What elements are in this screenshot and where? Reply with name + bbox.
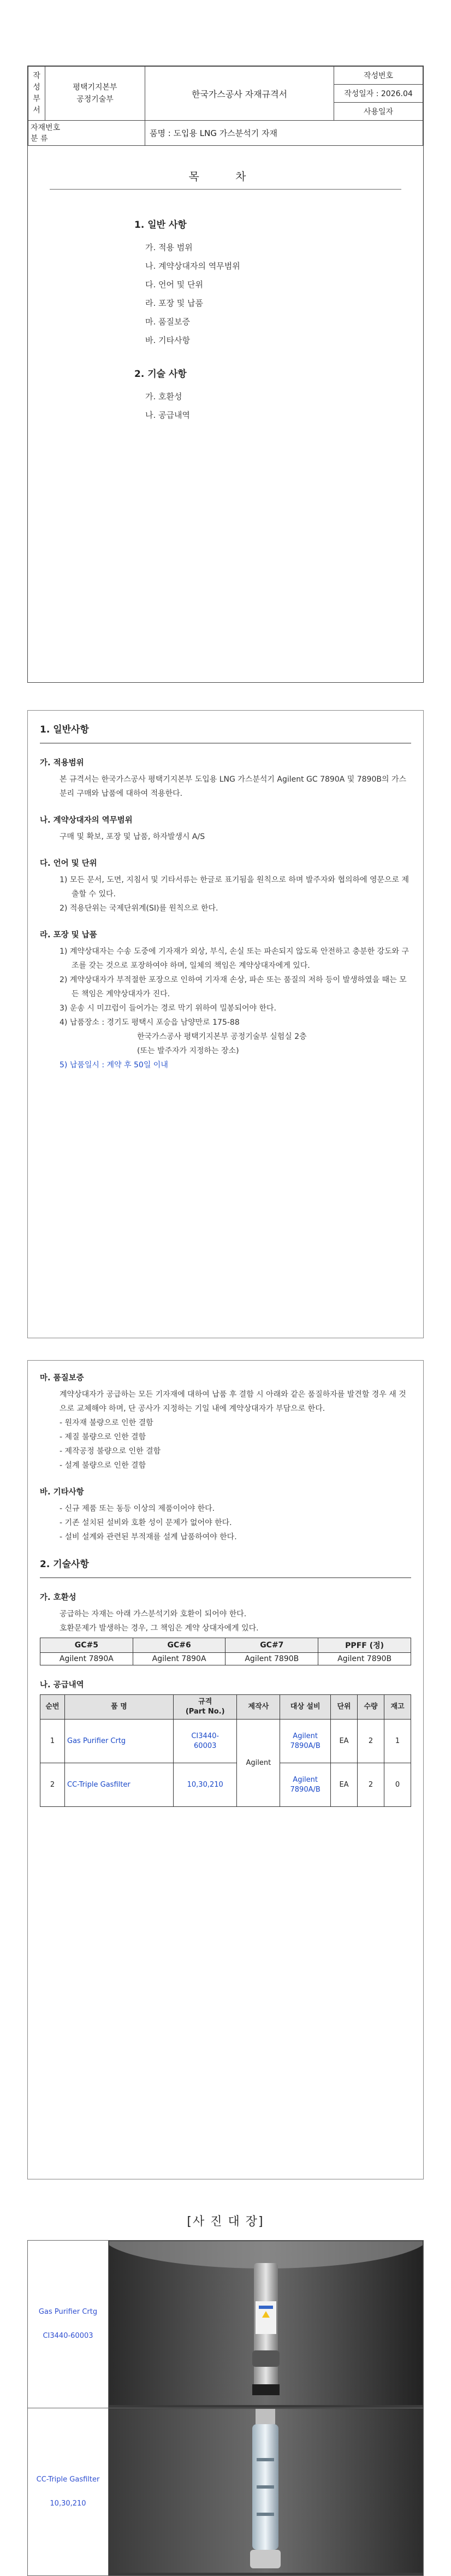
- toc-title: 목 차: [50, 168, 401, 190]
- general-page: [27, 710, 424, 1338]
- photo-table: [27, 2240, 424, 2576]
- toc-item: 가. 호환성: [145, 392, 182, 401]
- supply-header: 수량: [358, 1695, 384, 1720]
- compat-header: PPFF (정): [318, 1638, 411, 1653]
- language-item: 1) 모든 문서, 도면, 지침서 및 기타서류는 한글로 표기됨을 원칙으로 하며 발주자와 협의하에 영문으로 제출할 수 있다.: [60, 876, 410, 899]
- toc-item: 마. 품질보증: [145, 317, 190, 327]
- supply-header: 순번: [40, 1695, 65, 1720]
- gasfilter-photo: [109, 2409, 423, 2573]
- packing-item: 4) 납품장소 : 경기도 평택시 포승읍 남양만로 175-88: [60, 1018, 240, 1027]
- etc-item: - 신규 제품 또는 동등 이상의 제품이어야 한다.: [60, 1504, 215, 1513]
- doc-title: 한국가스공사 자재규격서: [145, 67, 334, 121]
- delivery-address: 한국가스공사 평택기지본부 공정기술부 실험실 2층: [137, 1032, 307, 1041]
- toc-item: 가. 적용 범위: [145, 243, 193, 252]
- cover-page: [27, 66, 424, 683]
- scope-title: 가. 적용범위: [40, 759, 84, 767]
- etc-title: 바. 기타사항: [40, 1488, 84, 1497]
- item-name: 품명 : 도입용 LNG 가스분석기 자재: [145, 121, 423, 146]
- quality-item: - 원자재 불량으로 인한 결함: [60, 1419, 153, 1427]
- photo-register-title: [사 진 대 장]: [187, 2215, 264, 2229]
- photo-label: Gas Purifier Crtg CI3440-60003: [28, 2241, 109, 2408]
- compat-text: 공급하는 자재는 아래 가스분석기와 호환이 되어야 한다.: [60, 1610, 247, 1618]
- supply-header-row: [40, 1695, 411, 1720]
- date-label: 작성일자 : 2026.04: [334, 85, 423, 103]
- compat-title: 가. 호환성: [40, 1593, 76, 1602]
- compat-text: 호환문제가 발생하는 경우, 그 책임은 계약 상대자에게 있다.: [60, 1624, 259, 1633]
- compat-cell: Agilent 7890A: [40, 1653, 133, 1665]
- table-row: 2 CC-Triple Gasfilter 10,30,210 Agilent 7890A/B EA 2 0: [40, 1763, 411, 1807]
- supply-header: 제작사: [237, 1695, 280, 1720]
- table-of-contents: [28, 168, 423, 424]
- photo-gasfilter: [109, 2408, 424, 2576]
- packing-item: 2) 계약상대자가 부적절한 포장으로 인하여 기자재 손상, 파손 또는 품질의 저하 등이 발생하였을 때는 모든 책임은 계약상대자가 진다.: [60, 976, 407, 999]
- supply-header: 대상 설비: [280, 1695, 331, 1720]
- technical-page: [27, 1360, 424, 2179]
- supply-header: 품 명: [65, 1695, 174, 1720]
- quality-item: - 제작공정 불량으로 인한 결함: [60, 1447, 161, 1456]
- gas-purifier-photo: [109, 2241, 423, 2405]
- category-label: 자재번호 분 류: [28, 121, 145, 146]
- etc-item: - 설비 설계와 관련된 부적재를 설계 납품하여야 한다.: [60, 1533, 237, 1541]
- quality-item: - 설계 불량으로 인한 결함: [60, 1461, 146, 1470]
- language-title: 다. 언어 및 단위: [40, 859, 97, 868]
- compat-header: GC#5: [40, 1638, 133, 1653]
- language-item: 2) 적용단위는 국제단위계(SI)를 원칙으로 한다.: [60, 904, 218, 913]
- toc-item: 라. 포장 및 납품: [145, 298, 204, 308]
- general-title: 1. 일반사항: [40, 724, 89, 735]
- packing-title: 라. 포장 및 납품: [40, 931, 97, 940]
- photo-label: CC-Triple Gasfilter 10,30,210: [28, 2408, 109, 2576]
- compat-header: GC#6: [133, 1638, 226, 1653]
- packing-item: 3) 운송 시 미끄럼이 들어가는 경로 막기 위하여 밀봉되어야 한다.: [60, 1004, 276, 1013]
- technical-title: 2. 기술사항: [40, 1559, 89, 1570]
- toc-item: 바. 기타사항: [145, 335, 190, 345]
- duty-title: 나. 계약상대자의 역무범위: [40, 816, 133, 825]
- compat-cell: Agilent 7890B: [318, 1653, 411, 1665]
- toc-section-1: 1. 일반 사항: [134, 220, 187, 231]
- supply-header: 단위: [331, 1695, 358, 1720]
- duty-text: 구매 및 확보, 포장 및 납품, 하자발생시 A/S: [60, 832, 205, 841]
- photo-row: [28, 2408, 424, 2576]
- author-dept-label: 작 성 부 서: [28, 67, 45, 121]
- doc-number-label: 작성번호: [334, 67, 423, 85]
- toc-section-2: 2. 기술 사항: [134, 369, 187, 380]
- compat-table: [40, 1638, 411, 1665]
- table-row: 1 Gas Purifier Crtg CI3440- 60003 Agilent Agilent 7890A/B EA 2 1: [40, 1720, 411, 1763]
- header-table: [28, 66, 423, 146]
- compat-cell: Agilent 7890A: [133, 1653, 226, 1665]
- supply-table: [40, 1694, 411, 1807]
- toc-item: 나. 공급내역: [145, 410, 190, 420]
- photo-row: [28, 2241, 424, 2408]
- quality-title: 마. 품질보증: [40, 1374, 84, 1382]
- scope-text: 본 규격서는 한국가스공사 평택기지본부 도입용 LNG 가스분석기 Agilent GC 7890A 및 7890B의 가스분리 구매와 납품에 대하여 적용한다.: [60, 775, 406, 798]
- supply-header: 재고: [384, 1695, 411, 1720]
- quality-item: - 제질 불량으로 인한 결함: [60, 1433, 146, 1441]
- delivery-address-note: (또는 발주자가 지정하는 장소): [137, 1047, 239, 1055]
- supply-header: 규격 (Part No.): [174, 1695, 237, 1720]
- etc-item: - 기존 설치된 설비와 호환 성이 문제가 없어야 한다.: [60, 1519, 232, 1527]
- delivery-deadline: 5) 납품일시 : 계약 후 50일 이내: [60, 1061, 168, 1070]
- photo-gas-purifier: [109, 2241, 424, 2408]
- compat-cell: Agilent 7890B: [226, 1653, 318, 1665]
- toc-item: 다. 언어 및 단위: [145, 280, 204, 289]
- quality-text: 계약상대자가 공급하는 모든 기자재에 대하여 납품 후 결함 시 아래와 같은 품질하자를 발견할 경우 새 것으로 교체해야 하며, 단 공사가 지정하는 기일 내에 계약상대자가 부담으로 한다.: [60, 1390, 406, 1413]
- author-dept: 평택기지본부 공정기술부: [45, 67, 145, 121]
- packing-item: 1) 계약상대자는 수송 도중에 기자재가 외상, 부식, 손실 또는 파손되지 않도록 안전하고 충분한 강도와 구조를 갖는 것으로 포장하여야 하며, 일체의 책임은 계약상대자에게 있다.: [60, 947, 410, 970]
- compat-header: GC#7: [226, 1638, 318, 1653]
- photo-page: [27, 2207, 424, 2552]
- toc-item: 나. 계약상대자의 역무범위: [145, 261, 240, 271]
- use-date-label: 사용일자: [334, 103, 423, 121]
- supply-title: 나. 공급내역: [40, 1681, 84, 1689]
